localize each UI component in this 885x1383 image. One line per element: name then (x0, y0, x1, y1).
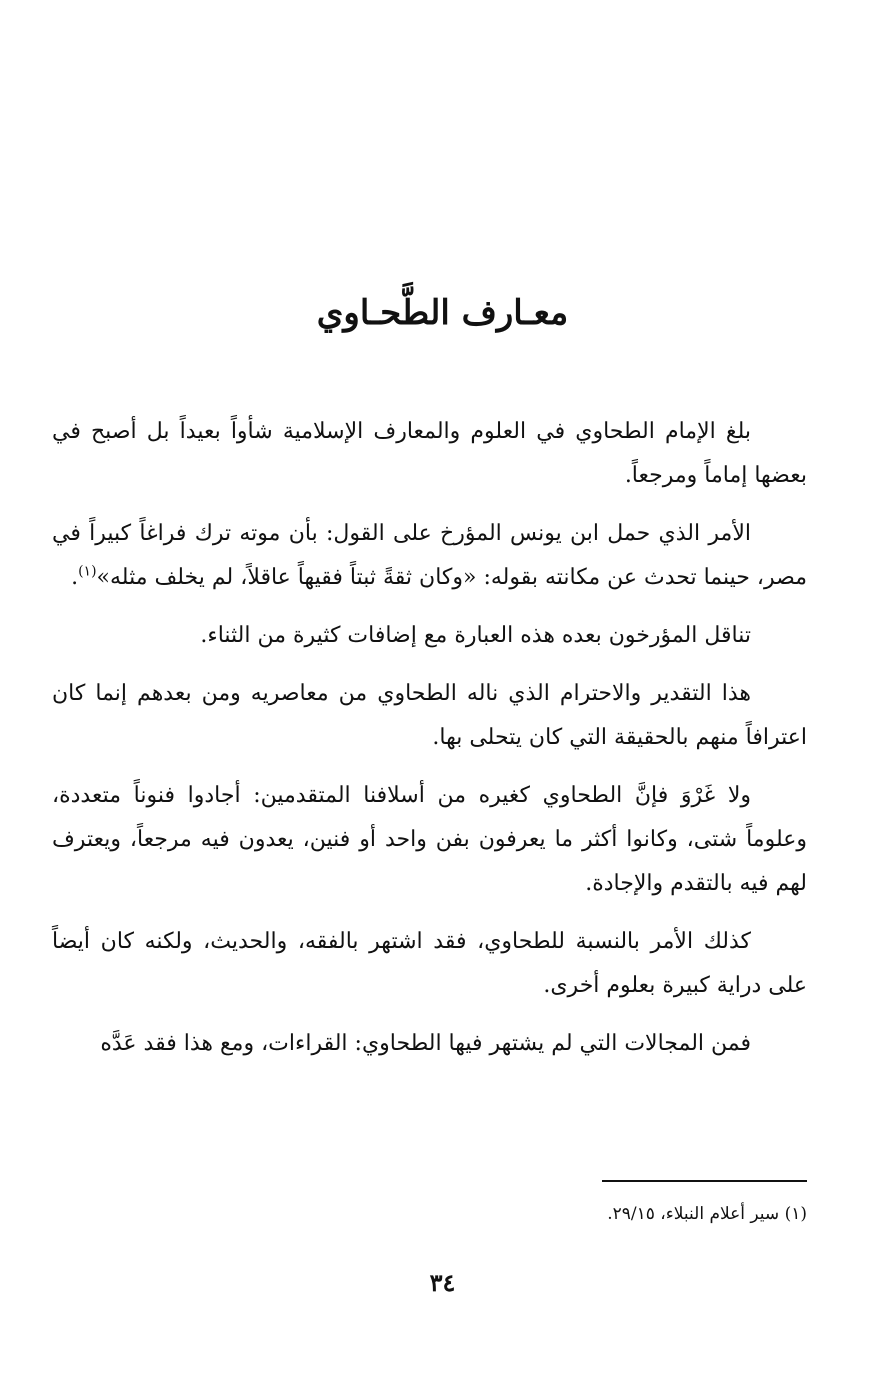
page-number: ٣٤ (429, 1268, 456, 1297)
paragraph (52, 774, 807, 906)
footnote-reference[interactable]: (١) (78, 563, 97, 580)
paragraph-text: هذا التقدير والاحترام الذي ناله الطحاوي من معاصريه ومن بعدهم إنما كان اعترافاً منهم بالحقيقة التي كان يتحلى بها. (52, 681, 807, 750)
paragraph-text: فمن المجالات التي لم يشتهر فيها الطحاوي: القراءات، ومع هذا فقد عَدَّه (100, 1031, 751, 1056)
paragraph (52, 1022, 807, 1066)
paragraph-text: ولا غَرْوَ فإنَّ الطحاوي كغيره من أسلافنا المتقدمين: أجادوا فنوناً متعددة، وعلوماً شتى، وكانوا أكثر ما يعرفون بفن واحد أو فنين، يعدون فيه مرجعاً، ويعترف لهم فيه بالتقدم والإجادة. (52, 783, 807, 896)
paragraph-text: بلغ الإمام الطحاوي في العلوم والمعارف الإسلامية شأواً بعيداً بل أصبح في بعضها إماماً ومرجعاً. (52, 419, 807, 488)
paragraph (52, 672, 807, 760)
paragraph (52, 512, 807, 600)
paragraph (52, 920, 807, 1008)
paragraph-text: كذلك الأمر بالنسبة للطحاوي، فقد اشتهر بالفقه، والحديث، ولكنه كان أيضاً على دراية كبيرة بعلوم أخرى. (52, 929, 807, 998)
body-text (52, 410, 807, 1066)
paragraph-tail: . (71, 565, 79, 590)
paragraph-text: الأمر الذي حمل ابن يونس المؤرخ على القول: بأن موته ترك فراغاً كبيراً في مصر، حينما تحدث عن مكانته بقوله: «وكان ثقةً ثبتاً فقيهاً عاقلاً، لم يخلف مثله» (52, 521, 807, 590)
chapter-title: معـارف الطَّحـاوي (316, 293, 569, 333)
footnote-divider (602, 1180, 807, 1182)
footnote: (١) سير أعلام النبلاء، ٢٩/١٥. (607, 1204, 807, 1224)
paragraph (52, 614, 807, 658)
paragraph (52, 410, 807, 498)
paragraph-text: تناقل المؤرخون بعده هذه العبارة مع إضافات كثيرة من الثناء. (200, 623, 751, 648)
